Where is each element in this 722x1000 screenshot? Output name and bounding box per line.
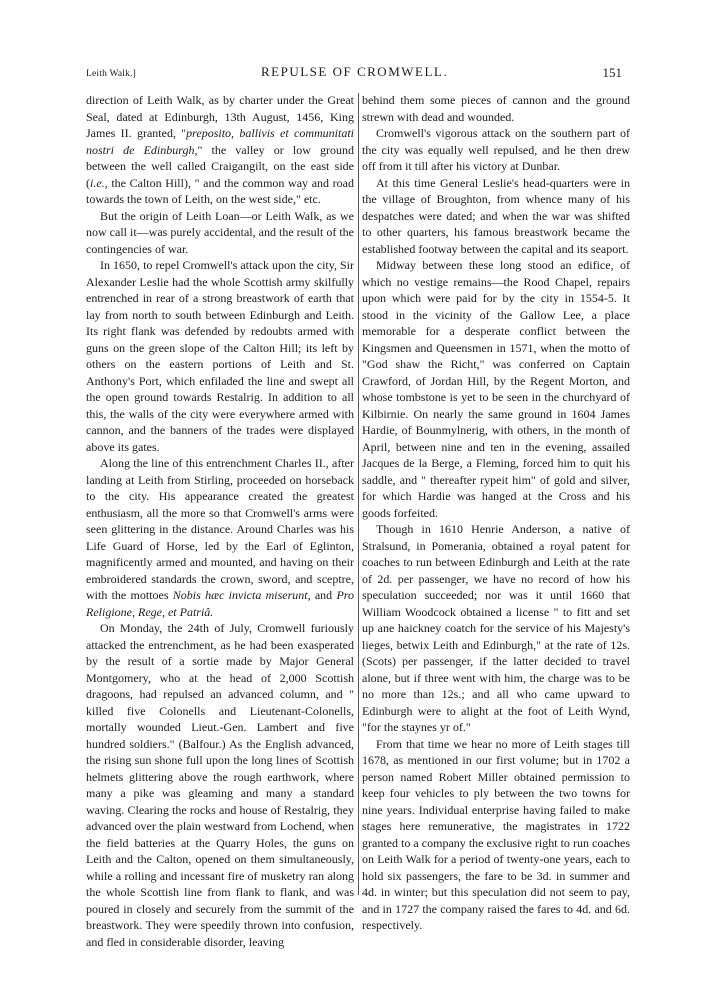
- text-run: But the origin of Leith Loan—or Leith Walk, as we now call it—was purely accidental, and the result of the contingencies of war.: [86, 208, 354, 256]
- italic-text: preposito, ballivis et communitati nostri de Edinburgh,: [86, 126, 355, 157]
- paragraph: [86, 92, 354, 208]
- text-run: direction of Leith Walk, as by charter under the Great Seal, dated at Edinburgh, 13th August, 1456, King James II. granted, ": [86, 93, 354, 140]
- text-run: Midway between these long stood an edifice, of which no vestige remains—the Rood Chapel, repairs upon which were paid for by the city in 1554-5. It stood in the vicinity of the Gallow Lee, a place memorable for a desperate conflict between the Kingsmen and Queensmen in 1571, when the motto of "God shaw the Richt," was conferred on Captain Crawford, of Jordan Hill, by the Regent Morton, and whose tombstone is yet to be seen in the churchyard of Kilbirnie. On nearly the same ground in 1604 James Hardie, of Bounmylnerig, with others, in the month of April, between nine and ten in the evening, assailed Jacques de la Berge, a Fleming, forced him to quit his saddle, and " thereafter rypeit him" of gold and silver, for which Hardie was hanged at the Cross and his goods forfeited.: [362, 258, 630, 520]
- paragraph: [362, 257, 630, 521]
- paragraph: [362, 125, 630, 175]
- italic-text: Pro Religione, Rege, et Patriâ.: [86, 588, 355, 619]
- text-run: " the valley or low ground between the well called Craigangilt, on the east side (: [86, 142, 354, 190]
- running-head: [86, 64, 622, 84]
- paragraph: [86, 208, 354, 258]
- paragraph: [362, 736, 630, 934]
- paragraph: [362, 92, 630, 125]
- section-label: Leith Walk.]: [86, 69, 137, 79]
- text-run: At this time General Leslie's head-quarters were in the village of Broughton, from whence many of his despatches were dated; and when the war was shifted to other quarters, his famous breastwork became the established footway between the capital and its seaport.: [362, 175, 630, 256]
- text-run: From that time we hear no more of Leith stages till 1678, as mentioned in our first volume; but in 1702 a person named Robert Miller obtained permission to keep four vehicles to ply between the two towns for nine years. Individual enterprise having failed to make stages here remunerative, the magistrates in 1722 granted to a company the exclusive right to run coaches on Leith Walk for a period of twenty-one years, each to hold six passengers, the fare to be 3d. in summer and 4d. in winter; but this speculation did not seem to pay, and in 1727 the company raised the fares to 4d. and 6d. respectively.: [362, 736, 630, 932]
- text-run: On Monday, the 24th of July, Cromwell furiously attacked the entrenchment, as he had been exasperated by the result of a sortie made by Major General Montgomery, who at the head of 2,000 Scottish dragoons, had repulsed an advanced column, and " killed five Colonells and Lieutenant-Colonells, mortally wounded Lieut.-Gen. Lambert and five hundred soldiers." (Balfour.) As the English advanced, the rising sun shone full upon the long lines of Scottish helmets glittering above the rough earthwork, where many a pike was gleaming and many a standard waving. Clearing the rocks and house of Restalrig, they advanced over the plain westward from Lochend, when the field batteries at the Quarry Holes, the guns on Leith and the Calton, opened on them simultaneously, while a rolling and incessant fire of musketry ran along the whole Scottish line from flank to flank, and was poured in closely and securely from the summit of the breastwork. They were speedily thrown into confusion, and fled in considerable disorder, leaving: [86, 621, 354, 949]
- text-run: behind them some pieces of cannon and the ground strewn with dead and wounded.: [362, 93, 630, 124]
- text-run: Along the line of this entrenchment Charles II., after landing at Leith from Stirling, proceeded on horseback to the city. His appearance created the greatest enthusiasm, all the more so that Cromwell's arms were seen glittering in the distance. Around Charles was his Life Guard of Horse, led by the Earl of Eglinton, magnificently armed and mounted, and having on their embroidered standards the crown, sword, and sceptre, with the mottoes: [86, 456, 354, 602]
- italic-text: Nobis hæc invicta miserunt,: [172, 588, 311, 602]
- page-title: REPULSE OF CROMWELL.: [261, 64, 449, 79]
- right-column: [362, 92, 630, 934]
- italic-text: i.e.,: [90, 175, 108, 190]
- column-divider: [358, 93, 359, 895]
- paragraph: [362, 521, 630, 736]
- paragraph: [86, 455, 354, 620]
- paragraph: [86, 257, 354, 455]
- text-run: the Calton Hill), " and the common way and road towards the town of Leith, on the west side," etc.: [86, 175, 354, 206]
- text-run: Cromwell's vigorous attack on the southern part of the city was equally well repulsed, and he then drew off from it till after his victory at Dunbar.: [362, 126, 630, 173]
- left-column: [86, 92, 354, 950]
- page-number: 151: [602, 65, 622, 80]
- text-run: In 1650, to repel Cromwell's attack upon the city, Sir Alexander Leslie had the whole Scottish army skilfully entrenched in rear of a strong breastwork of earth that lay from north to south between Edinburgh and Leith. Its right flank was defended by redoubts armed with guns on the green slope of the Calton Hill; its left by others on the eastern portions of Leith and St. Anthony's Port, which enfiladed the line and swept all the open ground towards Restalrig. In addition to all this, the walls of the city were everywhere armed with cannon, and the banners of the trades were displayed above its gates.: [86, 258, 354, 454]
- text-run: Though in 1610 Henrie Anderson, a native of Stralsund, in Pomerania, obtained a royal patent for coaches to run between Edinburgh and Leith at the rate of 2d. per passenger, we have no record of how his speculation succeeded; nor was it until 1660 that William Woodcock obtained a license " to fitt and set up ane haickney coatch for the service of his Majesty's lieges, betwix Leith and Edinburgh," at the rate of 12s. (Scots) per passenger, if the latter decided to travel alone, but if three went with him, the charge was to be no more than 12s.; and all who came upward to Edinburgh were to alight at the foot of Leith Wynd, "for the staynes yr of.": [362, 522, 630, 734]
- paragraph: [86, 620, 354, 950]
- text-run: and: [310, 588, 337, 602]
- paragraph: [362, 175, 630, 258]
